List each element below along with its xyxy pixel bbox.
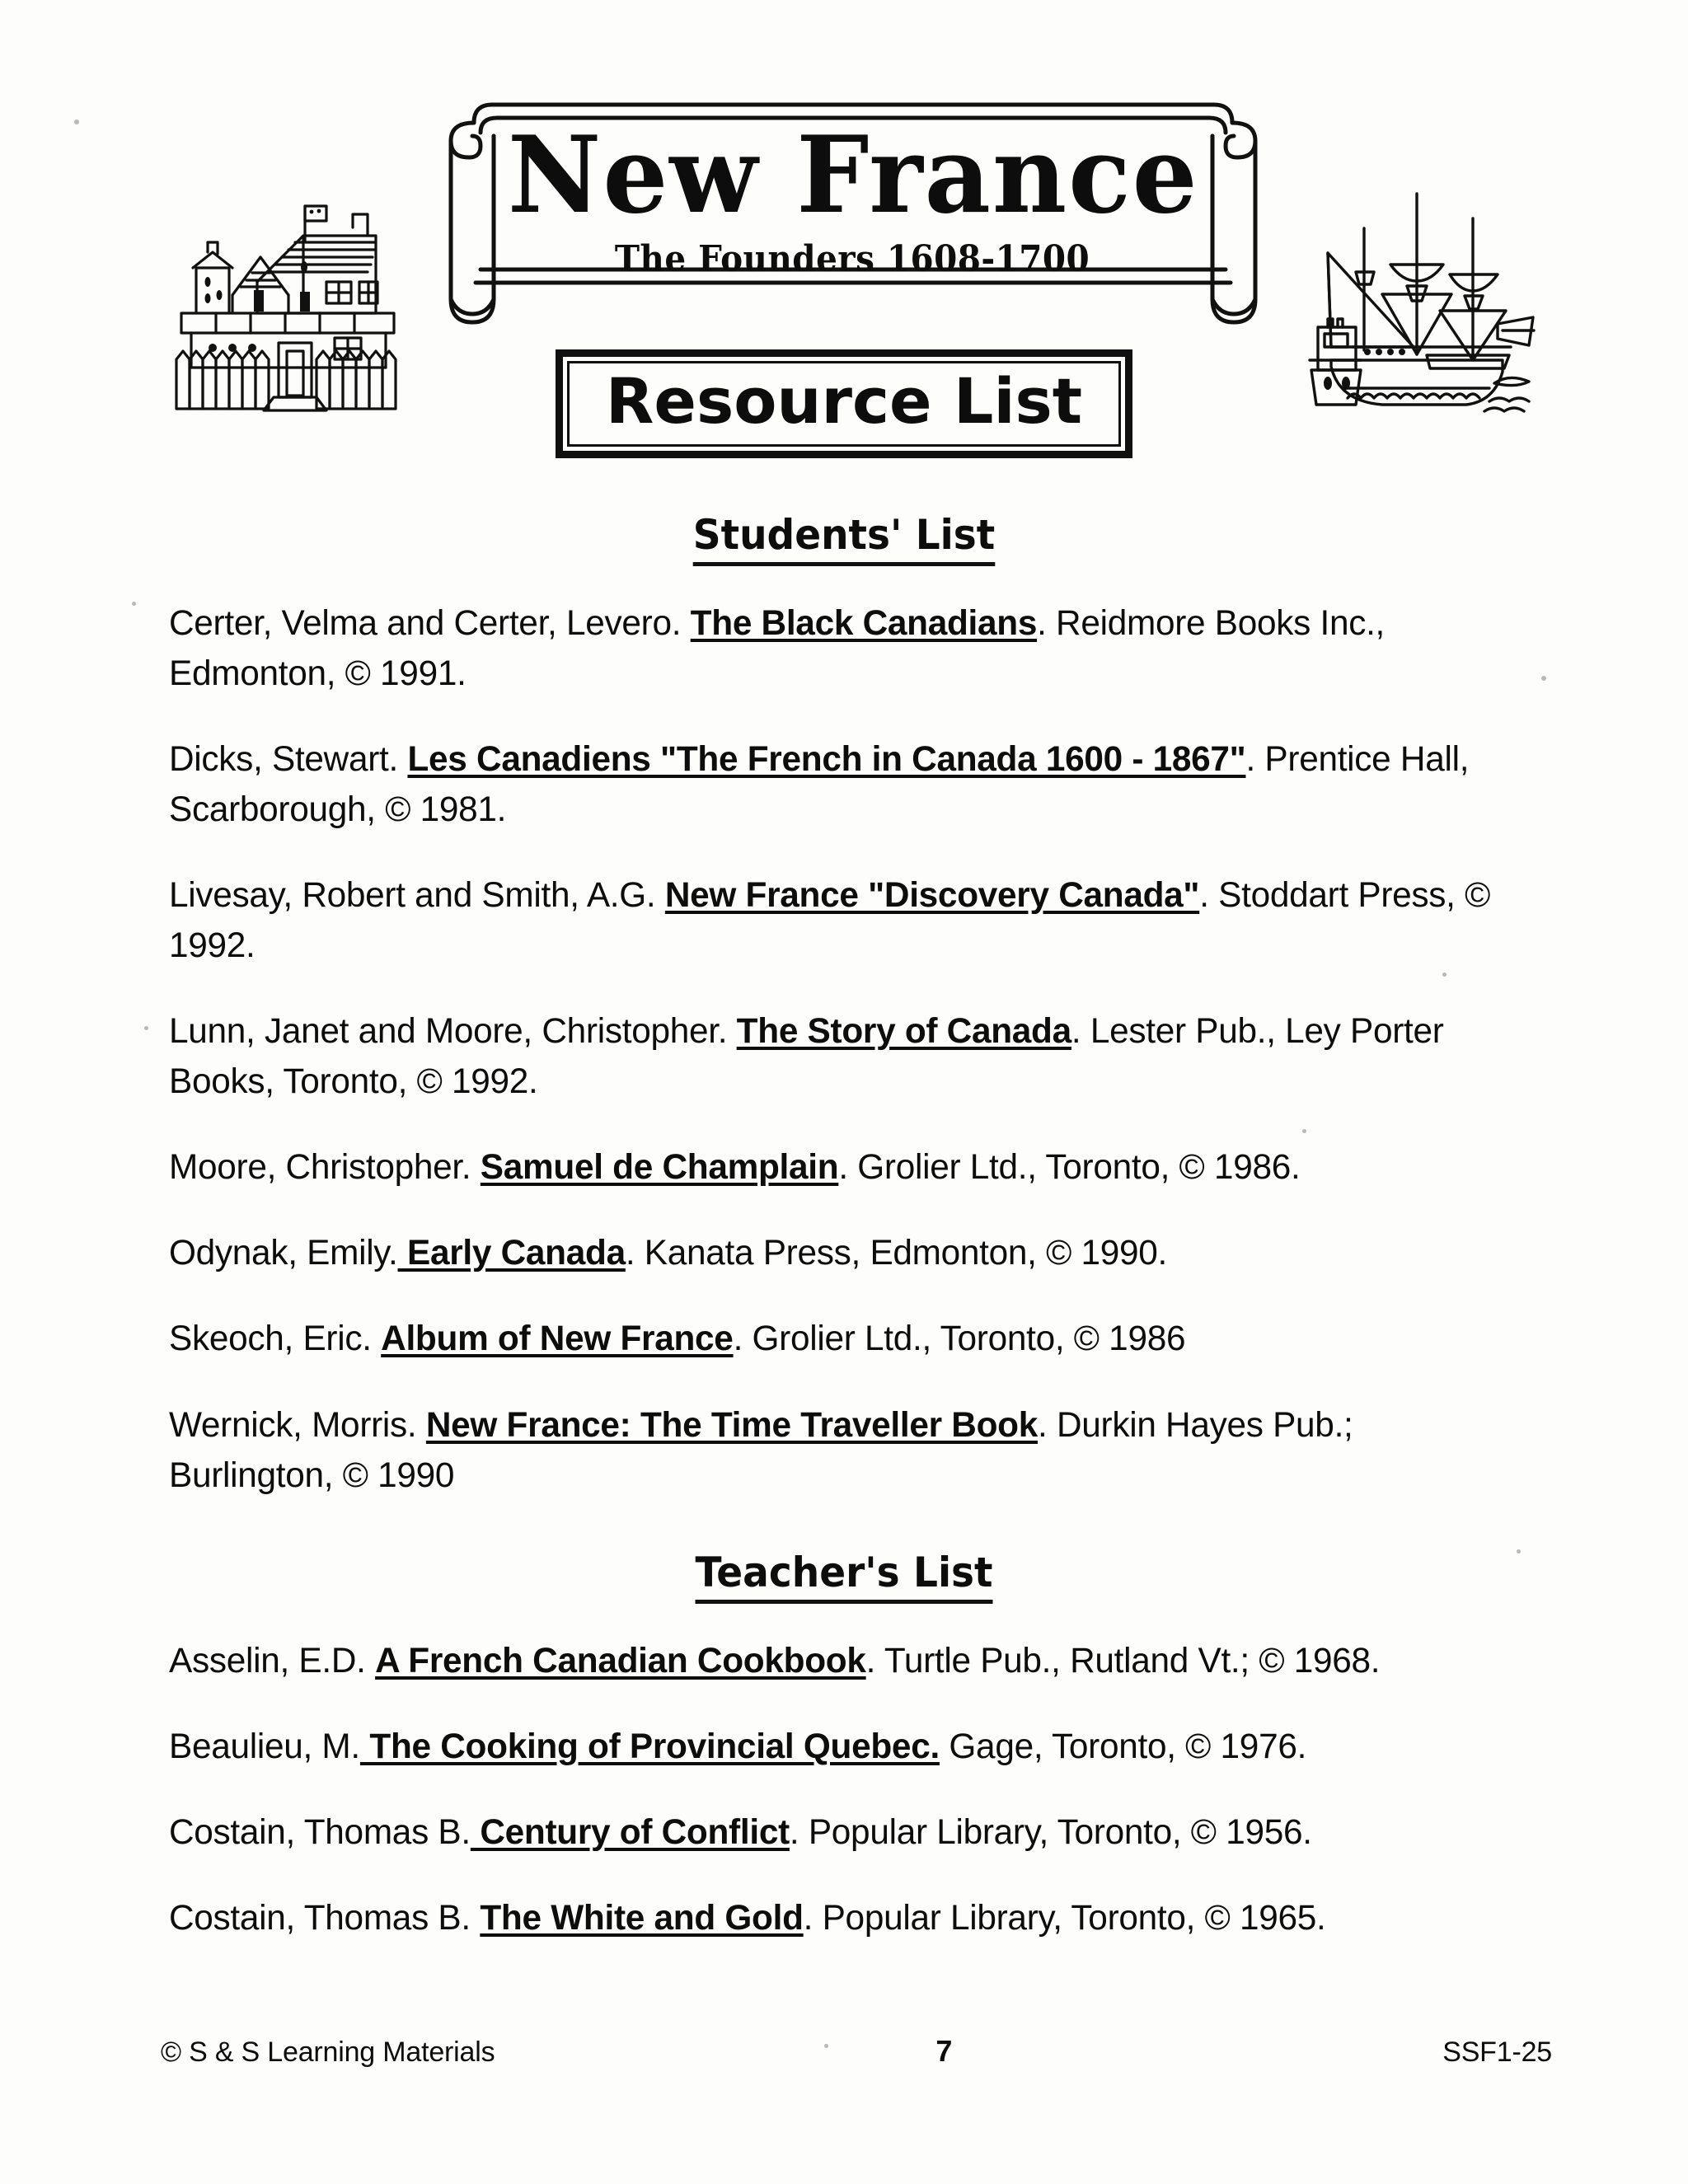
page-title: Resource List (605, 364, 1083, 438)
entry-publisher: . Popular Library, Toronto, © 1965. (803, 1897, 1326, 1938)
scroll-banner (433, 93, 1273, 332)
entry-publisher: . Lester Pub., Ley Porter Books, Toronto, © 1992. (169, 1011, 1444, 1102)
entry-title: The Cooking of Provincial Quebec. (359, 1726, 940, 1766)
entry-title: New France: The Time Traveller Book (425, 1404, 1039, 1445)
resource-list-title-box (556, 349, 1132, 458)
entry-title: Century of Conflict (470, 1811, 790, 1852)
entry-publisher: . Reidmore Books Inc., Edmonton, © 1991. (169, 603, 1386, 694)
entry-title: A French Canadian Cookbook (375, 1640, 866, 1680)
entry-title: Samuel de Champlain (480, 1147, 839, 1188)
list-item (169, 1228, 1498, 1278)
entry-publisher: . Popular Library, Toronto, © 1956. (789, 1811, 1312, 1852)
scan-speck (74, 120, 79, 124)
entry-author: Beaulieu, M. (169, 1726, 360, 1766)
students-list-entries (169, 598, 1519, 1501)
page-header (0, 78, 1688, 342)
entry-title: Early Canada (397, 1233, 626, 1273)
list-item (169, 1006, 1498, 1107)
page-footer (161, 2034, 1552, 2069)
banner-subtitle: The Founders 1608-1700 (614, 238, 1090, 280)
list-item (169, 1893, 1498, 1943)
entry-title: New France "Discovery Canada" (664, 875, 1200, 916)
entry-publisher: . Prentice Hall, Scarborough, © 1981. (169, 739, 1470, 830)
teacher-list-entries (169, 1636, 1519, 1943)
scan-speck (1442, 972, 1447, 977)
list-item (169, 1722, 1498, 1772)
list-item (169, 1314, 1498, 1364)
banner-title: New France (507, 114, 1199, 237)
list-item (169, 1400, 1498, 1501)
entry-author: Moore, Christopher. (169, 1147, 481, 1188)
entry-title: The Story of Canada (736, 1011, 1071, 1052)
entry-publisher: . Stoddart Press, © 1992. (169, 875, 1491, 966)
footer-code: SSF1-25 (1442, 2036, 1552, 2068)
entry-author: Lunn, Janet and Moore, Christopher. (169, 1011, 737, 1052)
list-item (169, 598, 1498, 699)
entry-author: Costain, Thomas B. (169, 1811, 471, 1852)
entry-title: The Black Canadians (690, 603, 1038, 643)
entry-publisher: . Grolier Ltd., Toronto, © 1986. (838, 1147, 1301, 1188)
resource-list-title-box-inner (567, 361, 1121, 447)
entry-publisher: . Turtle Pub., Rutland Vt.; © 1968. (865, 1640, 1381, 1680)
list-item (169, 1636, 1498, 1686)
entry-title: Les Canadiens "The French in Canada 1600 - 1867" (407, 739, 1246, 780)
resource-list-content (0, 511, 1688, 1976)
section-heading-students-label: Students' List (693, 511, 995, 566)
footer-copyright: © S & S Learning Materials (161, 2036, 495, 2068)
list-item (169, 870, 1498, 971)
footer-page-number: 7 (935, 2034, 953, 2068)
entry-publisher: . Grolier Ltd., Toronto, © 1986 (733, 1319, 1186, 1359)
entry-author: Dicks, Stewart. (169, 739, 408, 780)
list-item (169, 1807, 1498, 1858)
scan-speck (824, 2044, 828, 2048)
entry-author: Costain, Thomas B. (169, 1897, 481, 1938)
entry-publisher: . Durkin Hayes Pub.; Burlington, © 1990 (169, 1404, 1353, 1495)
section-heading-teacher (50, 1549, 1637, 1596)
entry-title: The White and Gold (480, 1897, 804, 1938)
scan-speck (1302, 1129, 1306, 1133)
entry-author: Certer, Velma and Certer, Levero. (169, 603, 691, 643)
scan-speck (132, 602, 136, 606)
entry-publisher: Gage, Toronto, © 1976. (939, 1726, 1307, 1766)
scan-speck (1517, 1549, 1521, 1554)
entry-publisher: . Kanata Press, Edmonton, © 1990. (625, 1233, 1168, 1273)
resource-list-title-container (0, 349, 1688, 458)
entry-author: Odynak, Emily. (169, 1233, 398, 1273)
list-item (169, 1142, 1498, 1193)
entry-author: Asselin, E.D. (169, 1640, 376, 1680)
entry-author: Livesay, Robert and Smith, A.G. (169, 875, 665, 916)
section-heading-teacher-label: Teacher's List (695, 1549, 992, 1604)
entry-author: Wernick, Morris. (169, 1404, 426, 1445)
scan-speck (144, 1026, 148, 1030)
section-heading-students (50, 511, 1637, 559)
list-item (169, 734, 1498, 835)
scan-speck (1541, 676, 1546, 681)
entry-title: Album of New France (381, 1319, 734, 1359)
entry-author: Skeoch, Eric. (169, 1319, 382, 1359)
